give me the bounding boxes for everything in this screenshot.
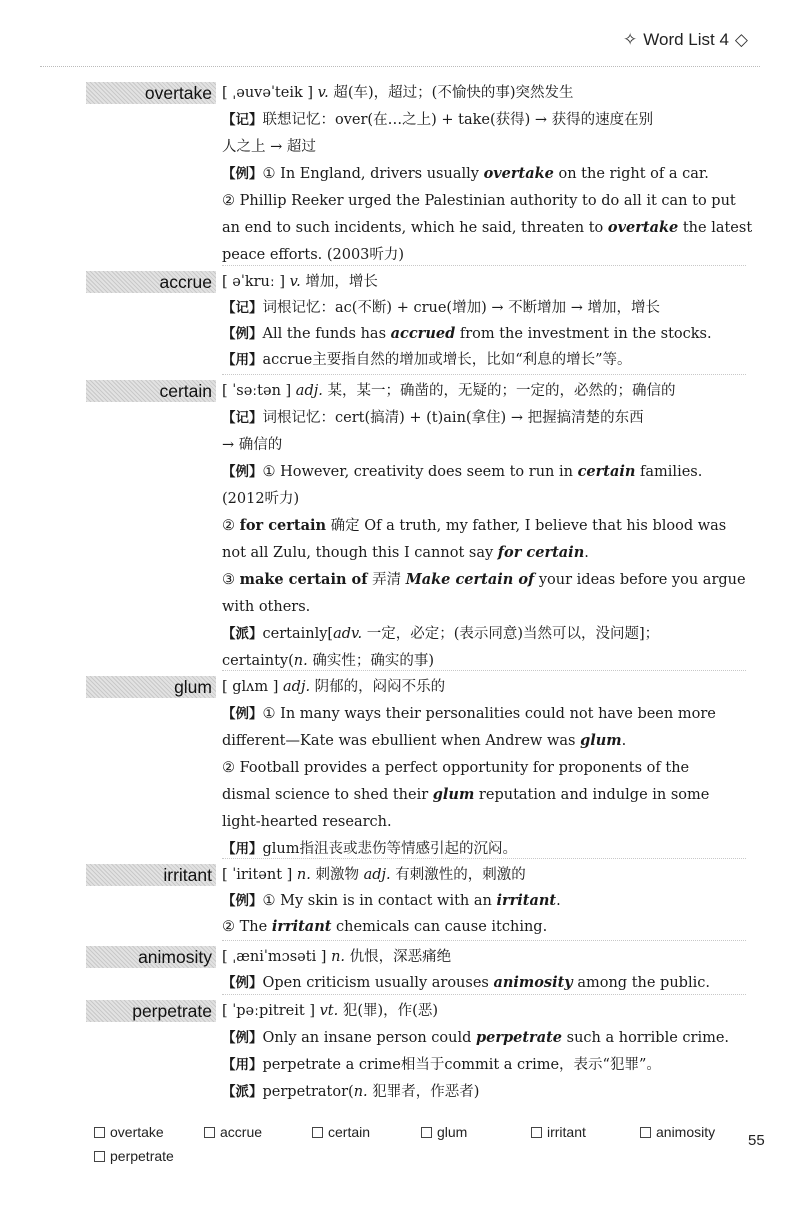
entry-definition	[222, 677, 746, 697]
text-run: on the right of a car.	[553, 166, 709, 182]
review-checkbox-item[interactable]	[421, 1124, 467, 1140]
entry-definition	[222, 83, 746, 103]
text-run: [ ˌæniˈmɔsəti ]	[222, 949, 332, 965]
text-run: light-hearted research.	[222, 814, 392, 830]
entry-line	[222, 597, 746, 617]
entry-line	[222, 785, 746, 805]
checkbox-icon[interactable]	[94, 1151, 105, 1162]
entry-line	[222, 324, 746, 344]
text-run: 词根记忆：cert(搞清) + (t)ain(拿住) → 把握搞清楚的东西	[262, 410, 644, 426]
text-run: accrue主要指自然的增加或增长，比如“利息的增长”等。	[262, 352, 632, 368]
entry-line	[222, 891, 746, 911]
section-tag: 【例】	[222, 464, 263, 480]
entry-separator	[222, 994, 746, 995]
entry-line	[222, 245, 746, 265]
entry-separator	[222, 265, 746, 266]
text-run: .	[584, 545, 589, 561]
section-tag: 【派】	[222, 1084, 263, 1100]
text-run: glum指沮丧或悲伤等情感引起的沉闷。	[262, 841, 518, 857]
entry-line	[222, 973, 746, 993]
entry-line	[222, 516, 746, 536]
review-checkbox-item[interactable]	[204, 1124, 262, 1140]
checkbox-icon[interactable]	[640, 1127, 651, 1138]
checkbox-icon[interactable]	[531, 1127, 542, 1138]
keyword-highlight: irritant	[271, 918, 332, 935]
text-run: 仇恨，深恶痛绝	[345, 949, 452, 965]
page-number: 55	[748, 1132, 765, 1149]
part-of-speech: adv.	[333, 626, 363, 642]
entry-line	[222, 1055, 746, 1075]
checkbox-icon[interactable]	[94, 1127, 105, 1138]
part-of-speech: v.	[317, 85, 329, 101]
headword: overtake	[86, 82, 216, 104]
entry-separator	[222, 670, 746, 671]
text-run: reputation and indulge in some	[474, 787, 710, 803]
running-header	[623, 30, 748, 50]
text-run: ②	[222, 518, 240, 534]
section-tag: 【例】	[222, 1030, 263, 1046]
review-word-label: certain	[328, 1124, 371, 1140]
text-run: [ əˈkruː ]	[222, 274, 290, 290]
section-tag: 【记】	[222, 112, 263, 128]
running-header-title: Word List 4	[643, 30, 729, 49]
text-run: → 确信的	[222, 437, 283, 453]
review-checkbox-item[interactable]	[94, 1124, 164, 1140]
text-run: (2012听力)	[222, 491, 300, 507]
checkbox-icon[interactable]	[204, 1127, 215, 1138]
text-run: ② Football provides a perfect opportunity for proponents of the	[222, 760, 690, 776]
part-of-speech: n.	[293, 653, 308, 669]
section-tag: 【记】	[222, 300, 263, 316]
text-run: 确实性；确实的事)	[307, 653, 434, 669]
review-word-label: overtake	[110, 1124, 164, 1140]
text-run: dismal science to shed their	[222, 787, 433, 803]
section-tag: 【用】	[222, 1057, 263, 1073]
section-tag: 【例】	[222, 975, 263, 991]
entry-line	[222, 298, 746, 318]
entry-line	[222, 624, 746, 644]
review-word-label: accrue	[220, 1124, 263, 1140]
text-run: .	[621, 733, 627, 749]
entry-line	[222, 812, 746, 832]
keyword-highlight: for certain	[497, 544, 585, 561]
part-of-speech: n.	[353, 1084, 368, 1100]
entry-line	[222, 164, 746, 184]
headword: glum	[86, 676, 216, 698]
review-checkbox-item[interactable]	[640, 1124, 715, 1140]
review-word-label: perpetrate	[110, 1148, 174, 1164]
keyword-highlight: overtake	[483, 165, 554, 182]
text-run: 刺激物	[310, 867, 364, 883]
entry-separator	[222, 858, 746, 859]
text-run: [ ˈsəːtən ]	[222, 383, 296, 399]
text-run: ② The	[222, 919, 272, 935]
entry-definition	[222, 865, 746, 885]
section-tag: 【用】	[222, 352, 263, 368]
review-word-label: glum	[437, 1124, 468, 1140]
entry-line	[222, 570, 746, 590]
text-run: 弄清	[367, 572, 406, 588]
text-run: 阴郁的，闷闷不乐的	[310, 679, 446, 695]
checkbox-icon[interactable]	[421, 1127, 432, 1138]
entry-line	[222, 110, 746, 130]
part-of-speech: adj.	[363, 867, 391, 883]
text-run: [ ˈiritənt ]	[222, 867, 297, 883]
text-run: among the public.	[572, 975, 710, 991]
text-run: certainty(	[222, 653, 294, 669]
entry-line	[222, 704, 746, 724]
text-run: ③	[222, 572, 240, 588]
keyword-highlight: perpetrate	[475, 1029, 563, 1046]
part-of-speech: adj.	[295, 383, 323, 399]
text-run: .	[556, 893, 561, 909]
entry-line	[222, 462, 746, 482]
entry-line	[222, 137, 746, 157]
review-checkbox-item[interactable]	[312, 1124, 370, 1140]
text-run: ② Phillip Reeker urged the Palestinian authority to do all it can to put	[222, 193, 736, 209]
keyword-highlight: Make certain of	[405, 571, 535, 588]
diamond-arrow-icon: ✧	[623, 30, 638, 49]
phrase-highlight: for certain	[239, 517, 327, 534]
entry-separator	[222, 374, 746, 375]
keyword-highlight: glum	[580, 732, 622, 749]
header-rule	[40, 66, 760, 67]
review-word-label: animosity	[656, 1124, 716, 1140]
text-run: 确定 Of a truth, my father, I believe that his blood was	[326, 518, 727, 534]
entry-line	[222, 839, 746, 859]
keyword-highlight: accrued	[390, 325, 456, 342]
text-run: your ideas before you argue	[534, 572, 746, 588]
entry-definition	[222, 947, 746, 967]
text-run: different—Kate was ebullient when Andrew was	[222, 733, 581, 749]
text-run: 某，某一；确凿的，无疑的；一定的，必然的；确信的	[322, 383, 676, 399]
text-run: an end to such incidents, which he said, threaten to	[222, 220, 608, 236]
keyword-highlight: glum	[432, 786, 475, 803]
text-run: ① In many ways their personalities could not have been more	[262, 706, 716, 722]
entry-line	[222, 350, 746, 370]
entry-line	[222, 191, 746, 211]
text-run: All the funds has	[262, 326, 391, 342]
entry-line	[222, 489, 746, 509]
review-checkbox-item[interactable]	[531, 1124, 586, 1140]
text-run: ① In England, drivers usually	[262, 166, 484, 182]
text-run: with others.	[222, 599, 311, 615]
section-tag: 【例】	[222, 326, 263, 342]
entry-line	[222, 1028, 746, 1048]
review-checkbox-item[interactable]	[94, 1148, 174, 1164]
part-of-speech: n.	[296, 867, 311, 883]
text-run: Only an insane person could	[262, 1030, 476, 1046]
text-run: certainly[	[262, 626, 334, 642]
text-run: from the investment in the stocks.	[455, 326, 712, 342]
headword: perpetrate	[86, 1000, 216, 1022]
headword: animosity	[86, 946, 216, 968]
part-of-speech: v.	[289, 274, 301, 290]
section-tag: 【用】	[222, 841, 263, 857]
entry-definition	[222, 1001, 746, 1021]
entry-line	[222, 435, 746, 455]
headword: accrue	[86, 271, 216, 293]
text-run: the latest	[678, 220, 753, 236]
text-run: 词根记忆：ac(不断) + crue(增加) → 不断增加 → 增加，增长	[262, 300, 660, 316]
entry-line	[222, 651, 746, 671]
text-run: 人之上 → 超过	[222, 139, 316, 155]
text-run: peace efforts. (2003听力)	[222, 247, 405, 263]
text-run: 一定，必定；(表示同意)当然可以，没问题]；	[362, 626, 660, 642]
review-word-label: irritant	[547, 1124, 586, 1140]
section-tag: 【例】	[222, 166, 263, 182]
headword: certain	[86, 380, 216, 402]
text-run: perpetrate a crime相当于commit a crime，表示“犯罪”。	[262, 1057, 661, 1073]
text-run: 增加，增长	[300, 274, 378, 290]
section-tag: 【例】	[222, 706, 263, 722]
section-tag: 【例】	[222, 893, 263, 909]
text-run: 联想记忆：over(在…之上) + take(获得) → 获得的速度在别	[262, 112, 654, 128]
text-run: perpetrator(	[262, 1084, 354, 1100]
entry-line	[222, 758, 746, 778]
keyword-highlight: overtake	[607, 219, 679, 236]
text-run: families.	[635, 464, 703, 480]
text-run: such a horrible crime.	[562, 1030, 730, 1046]
entry-line	[222, 543, 746, 563]
phrase-highlight: make certain of	[239, 571, 368, 588]
keyword-highlight: irritant	[496, 892, 557, 909]
text-run: 超(车)，超过；(不愉快的事)突然发生	[328, 85, 574, 101]
text-run: chemicals can cause itching.	[331, 919, 548, 935]
keyword-highlight: animosity	[493, 974, 573, 991]
text-run: [ glʌm ]	[222, 679, 284, 695]
entry-separator	[222, 940, 746, 941]
text-run: 有刺激性的，刺激的	[390, 867, 526, 883]
checkbox-icon[interactable]	[312, 1127, 323, 1138]
entry-definition	[222, 381, 746, 401]
text-run: ① My skin is in contact with an	[262, 893, 497, 909]
keyword-highlight: certain	[577, 463, 636, 480]
entry-line	[222, 1082, 746, 1102]
part-of-speech: n.	[331, 949, 346, 965]
entry-definition	[222, 272, 746, 292]
text-run: [ ˌəuvəˈteik ]	[222, 85, 318, 101]
section-tag: 【派】	[222, 626, 263, 642]
entry-line	[222, 408, 746, 428]
text-run: 犯罪者，作恶者)	[367, 1084, 480, 1100]
entry-line	[222, 917, 746, 937]
part-of-speech: vt.	[319, 1003, 339, 1019]
diamond-arrow-icon-right: ◇	[734, 30, 748, 49]
section-tag: 【记】	[222, 410, 263, 426]
headword: irritant	[86, 864, 216, 886]
text-run: [ ˈpəːpitreit ]	[222, 1003, 320, 1019]
text-run: not all Zulu, though this I cannot say	[222, 545, 498, 561]
entry-line	[222, 731, 746, 751]
entry-line	[222, 218, 753, 238]
text-run: ① However, creativity does seem to run in	[262, 464, 578, 480]
part-of-speech: adj.	[283, 679, 311, 695]
text-run: 犯(罪)，作(恶)	[338, 1003, 438, 1019]
text-run: Open criticism usually arouses	[262, 975, 494, 991]
